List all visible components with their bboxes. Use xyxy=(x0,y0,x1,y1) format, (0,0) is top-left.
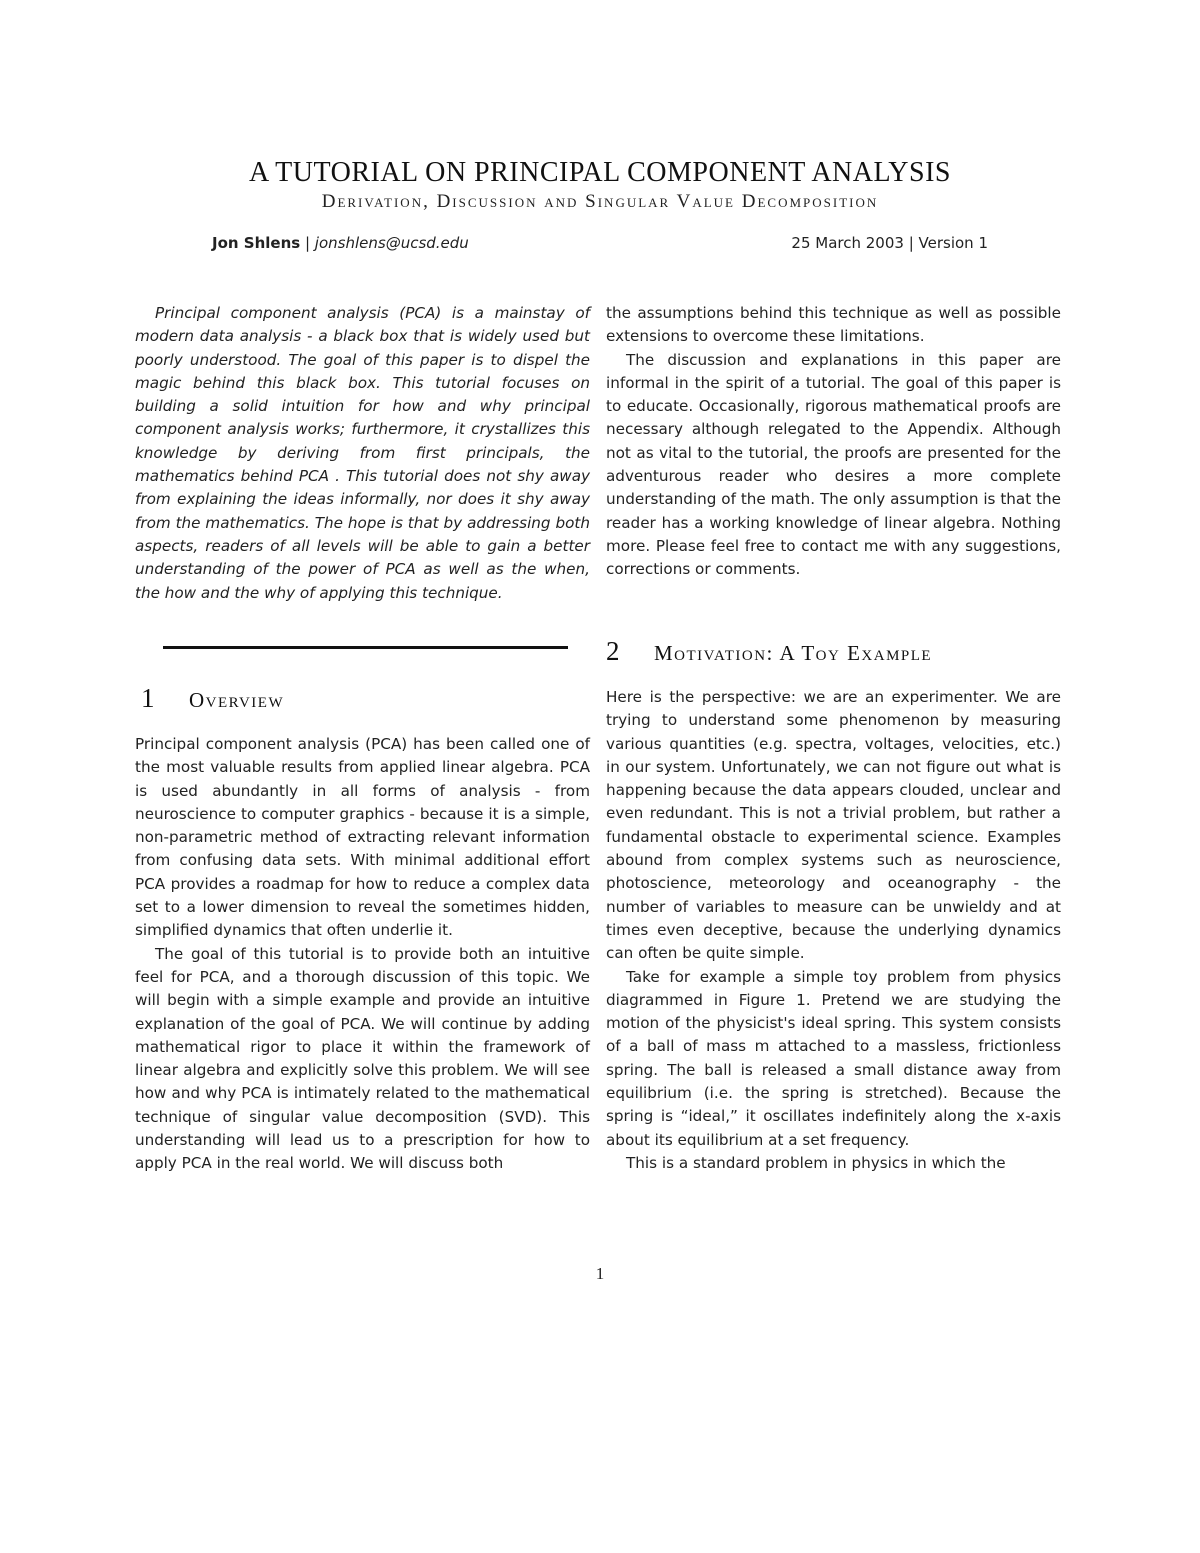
author-email: jonshlens@ucsd.edu xyxy=(314,234,469,252)
paper-title: A TUTORIAL ON PRINCIPAL COMPONENT ANALYSIS xyxy=(249,157,951,188)
intro-continued-paragraph: the assumptions behind this technique as well as possible extensions to overcome these limitations. xyxy=(606,304,1061,346)
section-2-body xyxy=(606,686,1061,1175)
section-2-paragraph: Here is the perspective: we are an experimenter. We are trying to understand some phenomenon by measuring various quantities (e.g. spectra, voltages, velocities, etc.) in our system. Unfortunately, we can not figure out what is happening because the data appears clouded, unclear and even redundant. This is not a trivial problem, but rather a fundamental obstacle to experimental science. Examples abound from complex systems such as neuroscience, photoscience, meteorology and oceanography - the number of variables to measure can be unwieldy and at times even deceptive, because the underlying dynamics can often be quite simple. xyxy=(606,688,1061,963)
section-1-paragraph: The goal of this tutorial is to provide both an intuitive feel for PCA, and a thorough discussion of this topic. We will begin with a simple example and provide an intuitive explanation of the goal of PCA. We will continue by adding mathematical rigor to place it within the framework of linear algebra and explicitly solve this problem. We will see how and why PCA is intimately related to the mathematical technique of singular value decomposition (SVD). This understanding will lead us to a prescription for how to apply PCA in the real world. We will discuss both xyxy=(135,944,590,1173)
intro-paragraph: The discussion and explanations in this paper are informal in the spirit of a tutorial. The goal of this paper is to educate. Occasionally, rigorous mathematical proofs are necessary although relegated to the Appendix. Although not as vital to the tutorial, the proofs are presented for the adventurous reader who desires a more complete understanding of the math. The only assumption is that the reader has a working knowledge of linear algebra. Nothing more. Please feel free to contact me with any suggestions, corrections or comments. xyxy=(606,350,1061,579)
section-2-heading xyxy=(606,636,932,667)
section-2-paragraph: This is a standard problem in physics in which the xyxy=(626,1153,1006,1172)
author-name: Jon Shlens xyxy=(212,234,301,252)
section-1-heading xyxy=(141,683,284,714)
section-2-paragraph: Take for example a simple toy problem from physics diagrammed in Figure 1. Pretend we are studying the motion of the physicist's ideal spring. This system consists of a ball of mass m attached to a massless, frictionless spring. The ball is released a small distance away from equilibrium (i.e. the spring is stretched). Because the spring is “ideal,” it oscillates indefinitely along the x-axis about its equilibrium at a set frequency. xyxy=(606,967,1061,1149)
author-line xyxy=(212,234,988,252)
section-1-title: Overview xyxy=(189,688,285,712)
right-column-intro xyxy=(606,302,1061,582)
abstract-divider xyxy=(163,646,568,649)
author-separator: | xyxy=(300,234,315,252)
author-block xyxy=(212,234,469,252)
abstract-text: Principal component analysis (PCA) is a mainstay of modern data analysis - a black box that is widely used but poorly understood. The goal of this paper is to dispel the magic behind this black box. This tutorial focuses on building a solid intuition for how and why principal component analysis works; furthermore, it crystallizes this knowledge by deriving from first principals, the mathematics behind PCA . This tutorial does not shy away from explaining the ideas informally, nor does it shy away from the mathematics. The hope is that by addressing both aspects, readers of all levels will be able to gain a better understanding of the power of PCA as well as the when, the how and the why of applying this technique. xyxy=(135,304,590,602)
section-2-number: 2 xyxy=(606,636,620,666)
section-1-body xyxy=(135,733,590,1176)
section-2-title: Motivation: A Toy Example xyxy=(654,641,933,665)
section-1-number: 1 xyxy=(141,683,155,713)
abstract xyxy=(135,302,590,605)
section-1-paragraph: Principal component analysis (PCA) has been called one of the most valuable results from applied linear algebra. PCA is used abundantly in all forms of analysis - from neuroscience to computer graphics - because it is a simple, non-parametric method of extracting relevant information from confusing data sets. With minimal additional effort PCA provides a roadmap for how to reduce a complex data set to a lower dimension to reveal the sometimes hidden, simplified dynamics that often underlie it. xyxy=(135,735,590,940)
page-number: 1 xyxy=(595,1264,605,1283)
paper-subtitle: Derivation, Discussion and Singular Value Decomposition xyxy=(321,191,879,212)
date-version: 25 March 2003 | Version 1 xyxy=(791,234,988,252)
